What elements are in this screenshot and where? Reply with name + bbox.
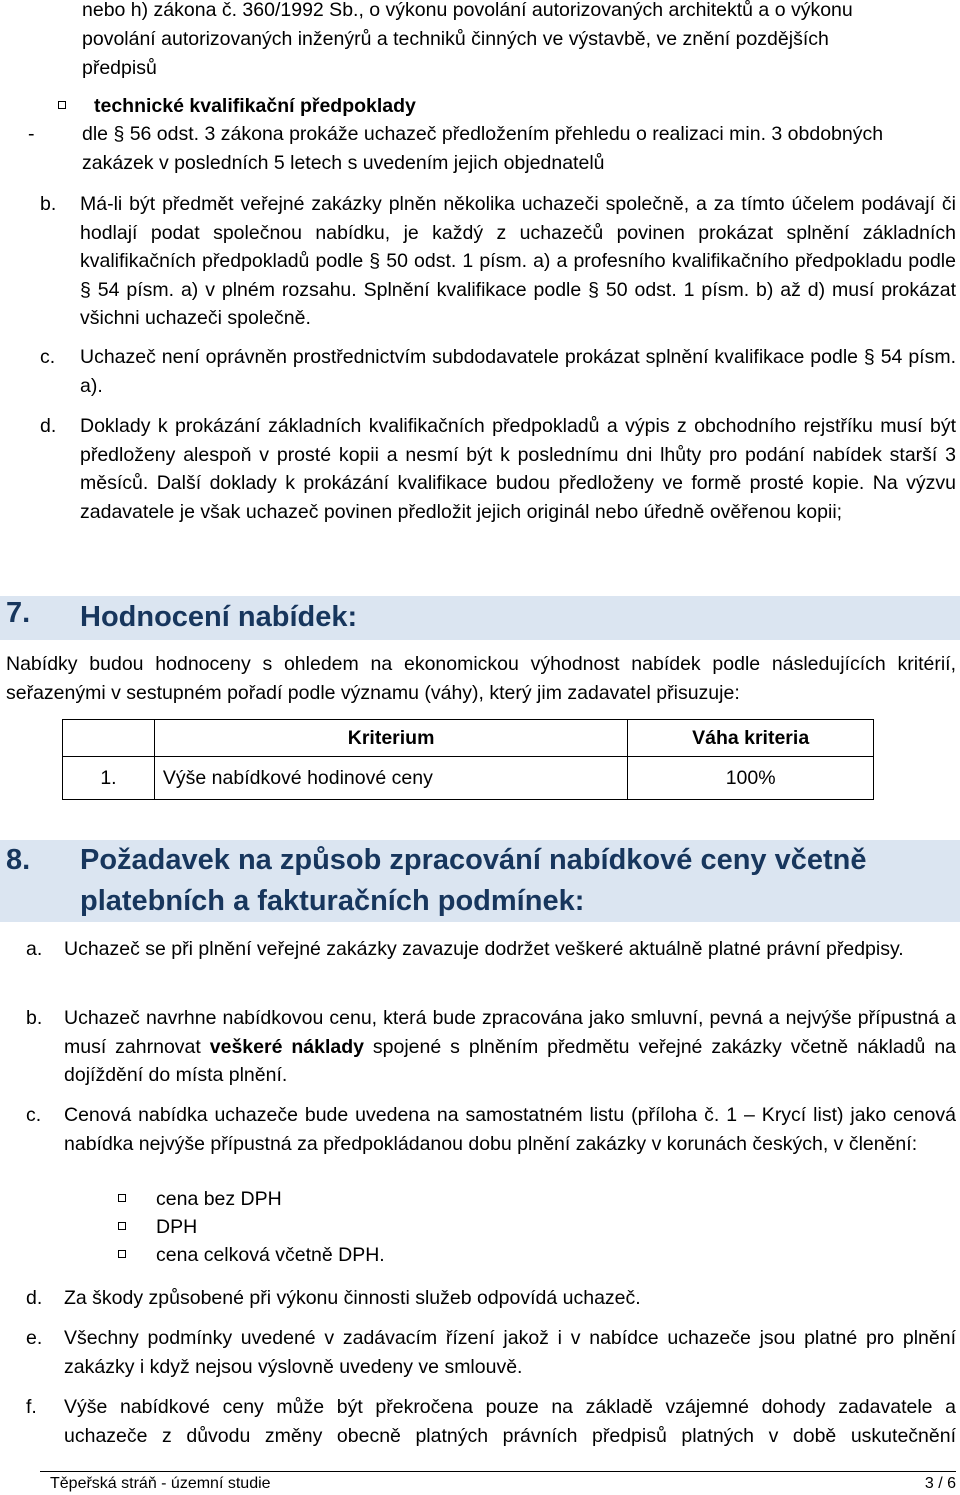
table-header-cell: Váha kriteria — [628, 720, 874, 757]
text-line: zakázek v posledních 5 letech s uvedením jejich objednatelů — [82, 152, 605, 174]
table-row — [63, 757, 874, 800]
list-item: Uchazeč se při plnění veřejné zakázky zavazuje dodržet veškeré aktuálně platné právní předpisy. — [64, 938, 904, 960]
dash-marker: - — [28, 123, 35, 145]
item-marker: a. — [26, 938, 43, 960]
section-title: platebních a fakturačních podmínek: — [80, 885, 585, 917]
item-marker: d. — [40, 415, 57, 437]
section-title: Požadavek na způsob zpracování nabídkové ceny včetně — [80, 844, 867, 876]
item-marker: f. — [26, 1396, 37, 1418]
table-header-row — [63, 720, 874, 757]
item-marker: b. — [26, 1007, 43, 1029]
table-cell: 100% — [628, 757, 874, 800]
item-marker: c. — [26, 1104, 42, 1126]
section-title: Hodnocení nabídek: — [80, 601, 358, 633]
list-item — [64, 1004, 956, 1090]
list-item: Cenová nabídka uchazeče bude uvedena na samostatném listu (příloha č. 1 – Krycí list) jako cenová nabídka nejvýše přípustná za předpokládanou dobu plnění zakázky v korunách českých, v členění: — [64, 1104, 956, 1155]
text-line: nebo h) zákona č. 360/1992 Sb., o výkonu povolání autorizovaných architektů a o výkonu — [82, 0, 853, 21]
bold-text-run: veškeré náklady — [209, 1035, 364, 1058]
list-item: Všechny podmínky uvedené v zadávacím řízení jakož i v nabídce uchazeče jsou platné pro plnění zakázky i když nejsou výslovně uvedeny ve smlouvě. — [64, 1327, 956, 1378]
text-line: předpisů — [82, 57, 157, 79]
list-item: Má-li být předmět veřejné zakázky plněn několika uchazeči společně, a za tímto účelem podávají či hodlají podat společnou nabídku, je každý z uchazečů povinen prokázat splnění základních kvalifikačních předpokladů podle § 50 odst. 1 písm. a) a profesního kvalifikačního předpokladu podle § 54 písm. a) v plném rozsahu. Splnění kvalifikace podle § 50 odst. 1 písm. b) až d) musí prokázat všichni uchazeči společně. — [80, 193, 956, 329]
square-bullet-icon — [58, 101, 66, 109]
text-run: Uchazeč navrhne nabídkovou cenu, která bude zpracována jako smluvní, pevná a nejvýše přípustná a musí zahrnovat — [64, 1007, 956, 1058]
section-intro: Nabídky budou hodnoceny s ohledem na ekonomickou výhodnost nabídek podle následujících kritérií, seřazenými v sestupném pořadí podle významu (váhy), který jim zadavatel přisuzuje: — [6, 653, 956, 704]
bullet-item: cena celková včetně DPH. — [156, 1244, 385, 1266]
section-number: 7. — [6, 597, 31, 629]
text-run: spojené s plněním předmětu veřejné zakázky včetně nákladů na dojíždění do místa plnění. — [64, 1035, 957, 1086]
bullet-item: DPH — [156, 1216, 198, 1238]
list-item: Za škody způsobené při výkonu činnosti služeb odpovídá uchazeč. — [64, 1287, 641, 1309]
square-bullet-icon — [118, 1222, 126, 1230]
item-marker: c. — [40, 346, 56, 368]
criteria-table — [62, 719, 874, 800]
table-header-cell — [63, 720, 155, 757]
text-line: dle § 56 odst. 3 zákona prokáže uchazeč předložením přehledu o realizaci min. 3 obdobných — [82, 123, 884, 145]
item-marker: b. — [40, 193, 57, 215]
list-item: Uchazeč není oprávněn prostřednictvím subdodavatele prokázat splnění kvalifikace podle § 54 písm. a). — [80, 346, 956, 397]
item-marker: d. — [26, 1287, 43, 1309]
footer-divider — [40, 1471, 956, 1472]
text-line: povolání autorizovaných inženýrů a techniků činných ve výstavbě, ve znění pozdějších — [82, 28, 829, 50]
list-item: Doklady k prokázání základních kvalifikačních předpokladů a výpis z obchodního rejstříku musí být předloženy alespoň v prosté kopii a nesmí být k poslednímu dni lhůty pro podání nabídek starší 3 měsíců. Další doklady k prokázání kvalifikace budou předloženy ve formě prosté kopie. Na výzvu zadavatele je však uchazeč povinen předložit jejich originál nebo úředně ověřenou kopii; — [80, 415, 956, 523]
page-number: 3 / 6 — [924, 1475, 956, 1492]
table-cell: Výše nabídkové hodinové ceny — [154, 757, 627, 800]
item-marker: e. — [26, 1327, 43, 1349]
table-cell: 1. — [63, 757, 155, 800]
square-bullet-icon — [118, 1250, 126, 1258]
section-number: 8. — [6, 844, 31, 876]
footer-title: Těpeřská stráň - územní studie — [50, 1475, 271, 1492]
table-header-cell: Kriterium — [154, 720, 627, 757]
subheading: technické kvalifikační předpoklady — [94, 95, 416, 117]
list-item: Výše nabídkové ceny může být překročena pouze na základě vzájemné dohody zadavatele a uchazeče z důvodu změny obecně platných právních předpisů platných v době uskutečnění — [64, 1396, 956, 1447]
bullet-item: cena bez DPH — [156, 1188, 282, 1210]
square-bullet-icon — [118, 1194, 126, 1202]
